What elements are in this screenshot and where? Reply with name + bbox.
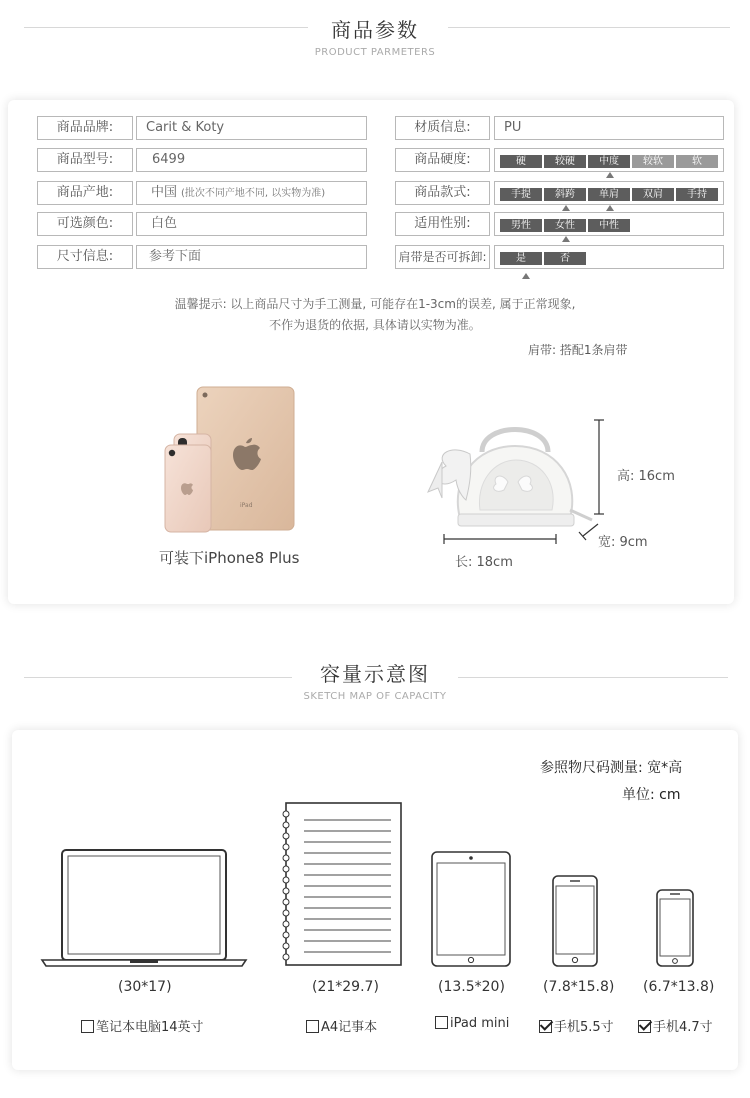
ipad-mini-body [432, 852, 510, 966]
capacity-item-phone-55 [539, 1016, 614, 1035]
bag-base [458, 514, 574, 526]
param-label: 材质信息: [395, 116, 490, 140]
size-laptop: (30*17) [118, 979, 172, 995]
param-label: 肩带是否可拆卸: [395, 245, 490, 269]
section-title-cn: 容量示意图 [320, 662, 430, 686]
param-row-strap [395, 245, 724, 269]
height-label: 高: 16cm [617, 469, 675, 484]
ipad-mini-icon [430, 850, 512, 968]
size-ipad-mini: (13.5*20) [438, 979, 505, 995]
param-value: 参考下面 [136, 245, 367, 269]
strap-scale [494, 245, 724, 269]
ipad-camera [203, 393, 208, 398]
param-value: 6499 [136, 148, 367, 172]
param-label: 商品型号: [37, 148, 133, 172]
section-title-en: PRODUCT PARMETERS [314, 47, 436, 58]
capacity-item-phone-47 [638, 1016, 713, 1035]
param-label: 商品硬度: [395, 148, 490, 172]
param-label: 适用性别: [395, 212, 490, 236]
gender-option: 男性 [500, 219, 542, 232]
unit-note: 单位: cm [622, 787, 681, 803]
param-value: PU [494, 116, 724, 140]
style-option: 手持 [676, 188, 718, 201]
item-name: 笔记本电脑14英寸 [96, 1020, 204, 1035]
laptop-notch [130, 960, 158, 963]
notice-line-2: 不作为退货的依据, 具体请以实物为准。 [269, 318, 481, 332]
style-pointer [606, 205, 614, 211]
capacity-item-notebook [306, 1016, 377, 1035]
gender-option: 中性 [588, 219, 630, 232]
item-name: iPad mini [450, 1016, 510, 1031]
phone-55-icon [551, 874, 599, 968]
gender-scale [494, 212, 724, 236]
reference-note: 参照物尺码测量: 宽*高 [540, 760, 683, 776]
hardness-option: 软 [676, 155, 718, 168]
param-value [136, 181, 367, 205]
checkbox-unchecked-icon [435, 1016, 448, 1029]
item-name: A4记事本 [321, 1020, 378, 1035]
gender-option-selected: 女性 [544, 219, 586, 232]
param-label: 可选颜色: [37, 212, 133, 236]
width-line [583, 524, 598, 536]
phone-47-body [657, 890, 693, 966]
origin-value: 中国 [151, 185, 178, 200]
param-row-brand [37, 116, 367, 140]
strap-note: 肩带: 搭配1条肩带 [528, 343, 628, 357]
phone-47-icon [655, 888, 695, 968]
param-row-size [37, 245, 367, 269]
capacity-item-laptop [81, 1016, 204, 1035]
width-label: 宽: 9cm [598, 535, 648, 550]
param-row-color [37, 212, 367, 236]
width-tick [579, 532, 586, 540]
param-label: 尺寸信息: [37, 245, 133, 269]
hardness-option: 较硬 [544, 155, 586, 168]
style-option-selected: 斜跨 [544, 188, 586, 201]
iphone-lens [169, 450, 175, 456]
section-title-capacity [0, 658, 750, 702]
strap-option-selected: 是 [500, 252, 542, 265]
param-row-hardness [395, 148, 724, 172]
hardness-scale [494, 148, 724, 172]
gender-pointer [562, 236, 570, 242]
capacity-item-ipad-mini [435, 1016, 509, 1031]
param-label: 商品款式: [395, 181, 490, 205]
style-option: 手提 [500, 188, 542, 201]
laptop-screen [62, 850, 226, 960]
ipad-iphone-illustration [160, 385, 300, 535]
param-row-material [395, 116, 724, 140]
param-label: 商品品牌: [37, 116, 133, 140]
hardness-option: 较软 [632, 155, 674, 168]
item-name: 手机5.5寸 [554, 1020, 614, 1035]
param-value: 白色 [136, 212, 367, 236]
ipad-label: iPad [240, 502, 253, 509]
length-label: 长: 18cm [455, 555, 513, 570]
apple-logo-small-icon [181, 483, 193, 495]
param-row-origin [37, 181, 367, 205]
style-option-selected: 单肩 [588, 188, 630, 201]
ipad-mini-camera [469, 856, 473, 860]
param-row-gender [395, 212, 724, 236]
phone-caption: 可装下iPhone8 Plus [159, 549, 300, 567]
laptop-display [68, 856, 220, 954]
checkbox-unchecked-icon [81, 1020, 94, 1033]
param-value: Carit & Koty [136, 116, 367, 140]
style-pointer [562, 205, 570, 211]
size-notebook: (21*29.7) [312, 979, 379, 995]
param-label: 商品产地: [37, 181, 133, 205]
hardness-option-selected: 中度 [588, 155, 630, 168]
hardness-pointer [606, 172, 614, 178]
laptop-icon [40, 848, 248, 968]
section-title-cn: 商品参数 [331, 18, 419, 42]
checkbox-checked-icon [638, 1020, 651, 1033]
strap-option: 否 [544, 252, 586, 265]
origin-note: (批次不同产地不同, 以实物为准) [181, 188, 326, 199]
param-row-style [395, 181, 724, 205]
size-phone-55: (7.8*15.8) [543, 979, 615, 995]
section-title-parameters [0, 14, 750, 58]
checkbox-unchecked-icon [306, 1020, 319, 1033]
param-row-model [37, 148, 367, 172]
phone-55-body [553, 876, 597, 966]
notice-line-1: 温馨提示: 以上商品尺寸为手工测量, 可能存在1-3cm的误差, 属于正常现象, [174, 297, 576, 311]
bow-ribbon [428, 462, 442, 498]
style-option: 双肩 [632, 188, 674, 201]
notebook-icon [276, 800, 406, 970]
strap-pointer [522, 273, 530, 279]
style-scale [494, 181, 724, 205]
item-name: 手机4.7寸 [653, 1020, 713, 1035]
checkbox-checked-icon [539, 1020, 552, 1033]
hardness-option: 硬 [500, 155, 542, 168]
size-phone-47: (6.7*13.8) [643, 979, 715, 995]
section-title-en: SKETCH MAP OF CAPACITY [303, 691, 447, 702]
